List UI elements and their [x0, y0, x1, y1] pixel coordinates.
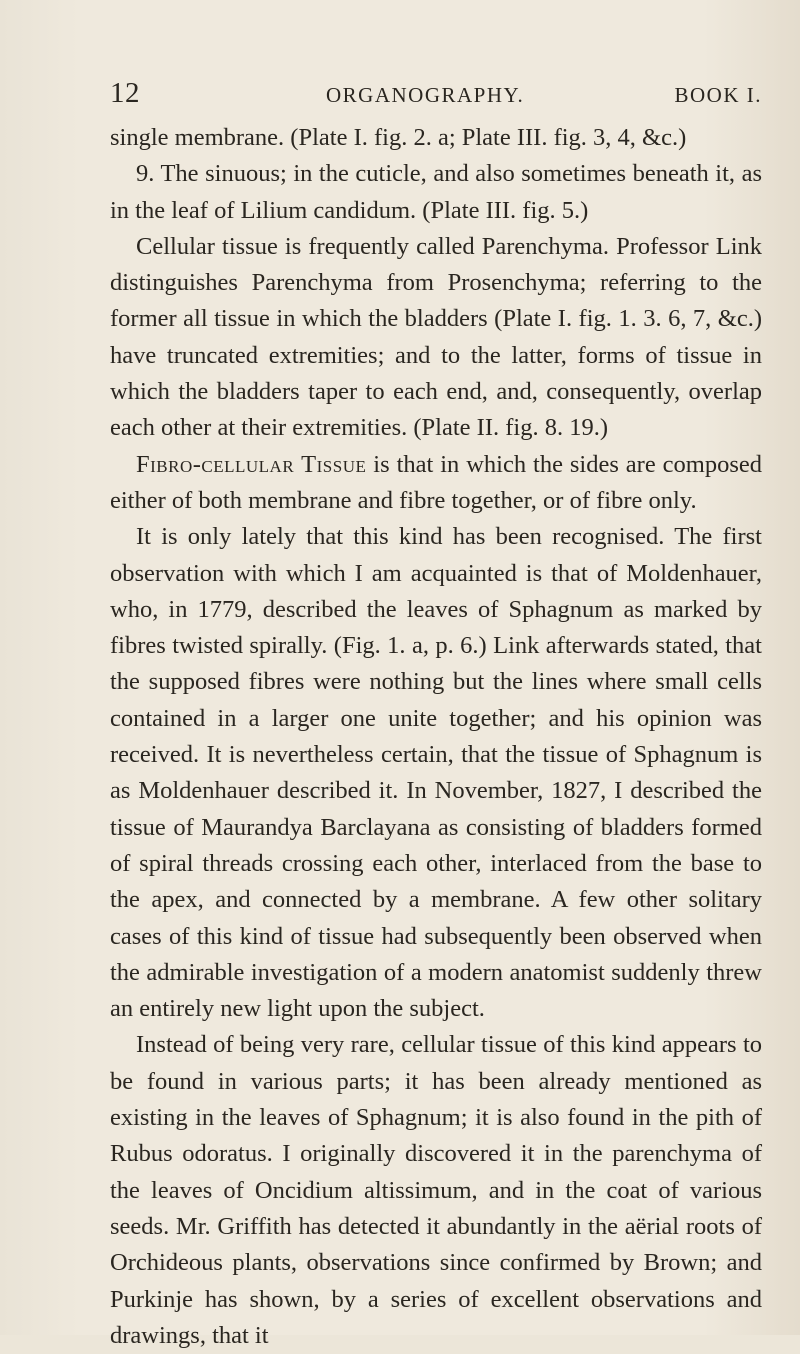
paragraph: Instead of being very rare, cellular tissue of this kind appears to be found in various parts; it has been already mentioned as existing in the leaves of Sphagnum; it is also found in the pith of Rubus odoratus. I originally discovered it in the parenchyma of the leaves of Oncidium altissimum, and in the coat of various seeds. Mr. Griffith has detected it abundantly in the aërial roots of Orchideous plants, observations since confirmed by Brown; and Purkinje has shown, by a series of excellent observations and drawings, that it: [110, 1031, 762, 1349]
running-header: [110, 77, 762, 113]
paragraph: Cellular tissue is frequently called Parenchyma. Professor Link distinguishes Parenchyma from Prosenchyma; referring to the former all tissue in which the bladders (Plate I. fig. 1. 3. 6, 7, &c.) have truncated extremities; and to the latter, forms of tissue in which the bladders taper to each end, and, consequently, overlap each other at their extremities. (Plate II. fig. 8. 19.): [110, 232, 762, 442]
paragraph: single membrane. (Plate I. fig. 2. a; Plate III. fig. 3, 4, &c.): [110, 124, 687, 151]
book-label: BOOK I.: [674, 83, 762, 107]
paragraph: [110, 447, 762, 520]
paragraph: 9. The sinuous; in the cuticle, and also sometimes beneath it, as in the leaf of Lilium candidum. (Plate III. fig. 5.): [110, 160, 762, 224]
page-number: 12: [110, 77, 140, 109]
section-lead: Fibro-cellular Tissue: [136, 450, 367, 478]
paragraph: It is only lately that this kind has been recognised. The first observation with which I am acquainted is that of Moldenhauer, who, in 1779, described the leaves of Sphagnum as marked by fibres twisted spirally. (Fig. 1. a, p. 6.) Link afterwards stated, that the supposed fibres were nothing but the lines where small cells contained in a larger one unite together; and his opinion was received. It is nevertheless certain, that the tissue of Sphagnum is as Moldenhauer described it. In November, 1827, I described the tissue of Maurandya Barclayana as consisting of bladders formed of spiral threads crossing each other, interlaced from the base to the apex, and connected by a membrane. A few other solitary cases of this kind of tissue had subsequently been observed when the admirable investigation of a modern anatomist suddenly threw an entirely new light upon the subject.: [110, 523, 762, 1023]
running-title: ORGANOGRAPHY.: [326, 83, 525, 107]
paragraph-text: is that in which the sides are composed either of both membrane and fibre together, or of fibre only.: [110, 450, 762, 514]
body-text: [110, 120, 762, 1354]
